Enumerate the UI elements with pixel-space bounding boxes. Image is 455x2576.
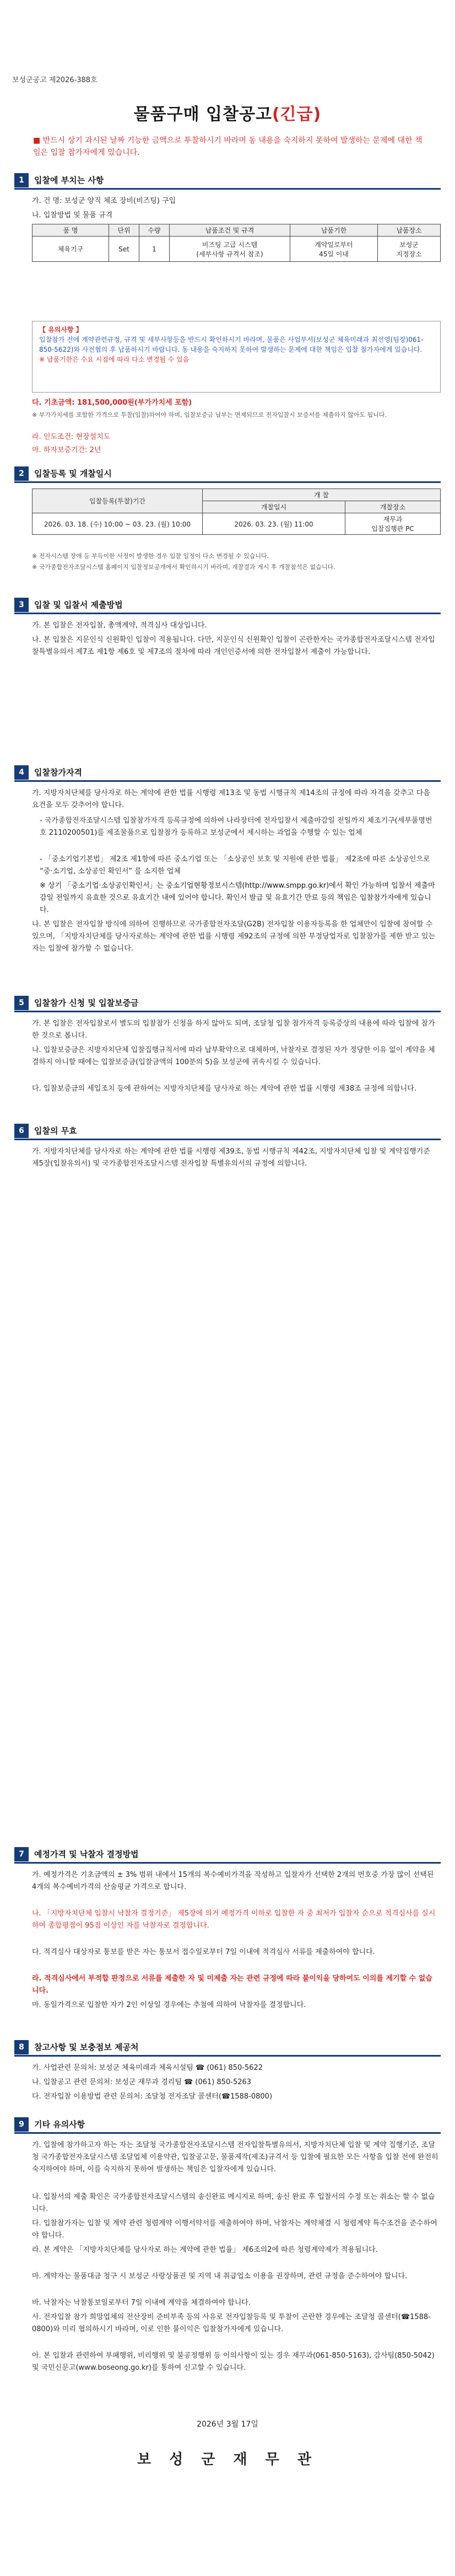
- section-title: 기타 유의사항: [34, 2119, 85, 2129]
- section-8-header: [14, 2040, 441, 2054]
- s1-vat-note: ※ 부가가치세를 포함한 가격으로 투찰(입찰)하여야 하며, 입찰보증금 납부는 면제되므로 전자입찰시 보증서를 제출하지 않아도 됩니다.: [32, 411, 387, 418]
- review-penalty: 라. 적격심사에서 부적합 판정으로 서류를 제출한 자 및 미제출 자는 관련 규정에 따라 불이익을 당하여도 이의를 제기할 수 없습니다.: [32, 1974, 432, 1995]
- opening-place: 재무과 입찰집행관 PC: [345, 513, 441, 535]
- s4-item-na: 나. 본 입찰은 전자입찰 방식에 의하여 진행하므로 국가종합전자조달(G2B) 전자입찰 이용자등록을 한 업체만이 입찰에 참여할 수 있으며, 「지방자치단체를 당사자로하는 계약에 관한 법률 시행령 제92조의 규정에 의한 부정당업자로 입찰참가를 제한 받고 있는 자는 입찰에 참가할 수 없습니다.: [32, 920, 435, 953]
- section-divider: [14, 1139, 441, 1140]
- s1-item-ma: [32, 444, 438, 457]
- section-number: 3: [14, 598, 29, 612]
- table-header: 단위: [109, 224, 139, 237]
- section-divider: [14, 613, 441, 614]
- s7-item-ma: 마. 동일가격으로 입찰한 자가 2인 이상일 경우에는 추첨에 의하여 낙찰자를 결정합니다.: [32, 2001, 306, 2009]
- caution-footnote: ※ 납품기한은 수요 시점에 따라 다소 변경될 수 있음: [39, 356, 189, 363]
- section-divider: [14, 188, 441, 190]
- s9-item-ga: 가. 입찰에 참가하고자 하는 자는 조달청 국가종합전자조달시스템 전자입찰특별유의서, 지방자치단체 입찰 및 계약 집행기준, 조달청 국가종합전자조달시스템 조달업체 이용약관, 입찰공고문, 물품제작(제조)규격서 등 입찰에 필요한 모든 사항을 입찰 전에 완전히 숙지하여야 하며, 이를 숙지하지 못하여 발생하는 책임은 입찰자에게 있습니다.: [32, 2141, 438, 2174]
- schedule-table-wrap: [32, 489, 438, 535]
- section-1-header: [14, 173, 441, 187]
- s9-item-na: 나. 입찰서의 제출 확인은 국가종합전자조달시스템의 송신완료 메시지로 하며, 송신 완료 후 입찰서의 수정 또는 취소는 할 수 없습니다.: [32, 2193, 435, 2213]
- section-title: 입찰의 무효: [34, 1126, 77, 1136]
- section-divider: [14, 1011, 441, 1012]
- s9-item-ba: 바. 낙찰자는 낙찰통보일로부터 7일 이내에 계약을 체결하여야 합니다.: [32, 2299, 251, 2307]
- s4-item-ga-3: ※ 상기 「중소기업·소상공인확인서」는 중소기업현황정보시스템(http://www.smpp.go.kr)에서 확인 가능하며 입찰서 제출마감일 전일까지 유효한 것으로 유효기간 내에 있어야 합니다. 확인서 발급 및 유효기간 만료 등의 책임은 입찰참가자에게 있습니다.: [40, 882, 435, 914]
- section-6-header: [14, 1124, 441, 1138]
- section-number: 7: [14, 1847, 29, 1861]
- s9-item-ra: 라. 본 계약은 「지방자치단체를 당사자로 하는 계약에 관한 법률」 제6조의2에 따른 청렴계약제가 적용됩니다.: [32, 2246, 378, 2254]
- table-header-row: [32, 489, 441, 501]
- s7-item-da: 다. 적격심사 대상자로 통보를 받은 자는 통보서 접수일로부터 7일 이내에 적격심사 서류를 제출하여야 합니다.: [32, 1948, 375, 1956]
- table-cell: 1: [139, 237, 170, 262]
- issuer-signature: 보 성 군 재 무 관: [137, 2451, 318, 2468]
- section-number: 4: [14, 765, 29, 780]
- s4-item-ga: 가. 지방자치단체를 당사자로 하는 계약에 관한 법률 시행령 제13조 및 동법 시행규칙 제14조의 규정에 따라 자격을 갖추고 다음 요건을 모두 갖추어야 합니다.: [32, 789, 430, 809]
- s7-item-na: [32, 1908, 438, 1932]
- s8-item-ga: 가. 사업관련 문의처: 보성군 체육미래과 체육시설팀 ☎ (061) 850-5622: [32, 2064, 263, 2072]
- section-divider: [14, 780, 441, 782]
- table-header-row: [32, 224, 441, 237]
- section-2-header: [14, 466, 441, 481]
- award-criteria: 나. 「지방자치단체 입찰시 낙찰자 결정기준」 제5장에 의거 예정가격 이하로 입찰한 자 중 최저가 입찰자 순으로 적격심사를 실시하여 종합평점이 95점 이상인 자를 낙찰자로 결정합니다.: [32, 1909, 436, 1930]
- table-row: [32, 513, 441, 535]
- s1-item-da: [32, 397, 438, 409]
- table-header: 개 찰: [203, 489, 441, 501]
- title-urgent-tag: (긴급): [272, 105, 322, 124]
- section-7-header: [14, 1847, 441, 1861]
- section-title: 입찰참가 신청 및 입찰보증금: [34, 998, 139, 1008]
- s9-item-da: 다. 입찰참가자는 입찰 및 계약 관련 청렴계약 이행서약서를 제출하여야 하며, 낙찰자는 계약체결 시 청렴계약 특수조건을 준수하여야 합니다.: [32, 2219, 437, 2240]
- table-header: 개찰장소: [345, 501, 441, 513]
- section-title: 예정가격 및 낙찰자 결정방법: [34, 1849, 139, 1859]
- bid-period: 2026. 03. 18. (수) 10:00 ~ 03. 23. (월) 10:00: [32, 513, 203, 535]
- s7-item-ga: 가. 예정가격은 기초금액의 ± 3% 범위 내에서 15개의 복수예비가격을 작성하고 입찰자가 선택한 2개의 번호중 가장 많이 선택된 4개의 복수예비가격의 산술평균 가격으로 합니다.: [32, 1871, 434, 1891]
- spec-table: [32, 224, 441, 262]
- table-header: 입찰등록(투찰)기간: [32, 489, 203, 513]
- caution-box: [32, 321, 441, 393]
- spec-table-wrap: [32, 224, 438, 262]
- delivery-condition: 라. 인도조건: 현장설치도: [32, 433, 111, 441]
- section-number: 9: [14, 2117, 29, 2132]
- s9-item-sa: 사. 전자입찰 참가 희망업체의 전산장비 준비부족 등의 사유로 전자입찰등록 및 투찰이 곤란한 경우에는 조달청 콜센터(☎1588-0800)와 미리 협의하시기 바라며, 이로 인한 불이익은 입찰참가자에게 있습니다.: [32, 2313, 431, 2333]
- s3-item-na: 나. 본 입찰은 지문인식 신원확인 입찰이 적용됩니다. 다만, 지문인식 신원확인 입찰이 곤란한자는 국가종합전자조달시스템 전자입찰특별유의서 제7조 제1항 제6호 및 제7조의 절차에 따라 개인인증서에 의한 전자입찰서 제출이 가능합니다.: [32, 636, 435, 656]
- section-number: 8: [14, 2040, 29, 2054]
- s9-item-ma: 마. 계약자는 물품대금 청구 시 보성군 사랑상품권 및 지역 내 취급업소 이용을 권장하며, 관련 규정을 준수하여야 합니다.: [32, 2272, 408, 2280]
- section-divider: [14, 1862, 441, 1864]
- table-header: 납품기한: [290, 224, 378, 237]
- title-main: 물품구매 입찰공고: [133, 105, 272, 124]
- table-header: 개찰일시: [203, 501, 345, 513]
- s4-item-ga-2: - 「중소기업기본법」 제2조 제1항에 따른 중소기업 또는 「소상공인 보호 및 지원에 관한 법률」 제2조에 따른 소상공인으로 “중·소기업, 소상공인 확인서” 를 소지한 업체: [40, 855, 430, 876]
- table-cell: 보성군 지정장소: [378, 237, 441, 262]
- base-price: 다. 기초금액: 181,500,000원(부가가치세 포함): [32, 399, 192, 407]
- s8-item-na: 나. 입찰공고 관련 문의처: 보성군 재무과 경리팀 ☎ (061) 850-5263: [32, 2078, 252, 2086]
- s7-item-ra: [32, 1973, 438, 1997]
- section-number: 2: [14, 466, 29, 481]
- section-number: 6: [14, 1124, 29, 1138]
- warranty-period: 마. 하자보증기간: 2년: [32, 446, 101, 454]
- s5-item-da: 다. 입찰보증금의 세입조치 등에 관하여는 지방자치단체를 당사자로 하는 계약에 관한 법률 시행령 제38조 규정에 의합니다.: [32, 1085, 417, 1093]
- section-divider: [14, 481, 441, 483]
- s5-item-ga: 가. 본 입찰은 전자입찰로서 별도의 입찰참가 신청을 하지 않아도 되며, 조달청 입찰 참가자격 등록증상의 내용에 따라 입찰에 참가한 것으로 봅니다.: [32, 1019, 435, 1040]
- section-number: 1: [14, 173, 29, 187]
- table-header: 품 명: [32, 224, 109, 237]
- section-title: 입찰 및 입찰서 제출방법: [34, 600, 123, 610]
- s8-item-da: 다. 전자입찰 이용방법 관련 문의처: 조달청 전자조달 콜센터(☎1588-0800): [32, 2092, 273, 2101]
- table-cell: 체육기구: [32, 237, 109, 262]
- s9-item-a: 아. 본 입찰과 관련하여 부패행위, 비리행위 및 불공정행위 등 이의사항이 있는 경우 재무과(061-850-5163), 감사팀(850-5042) 및 국민신문고(www.boseong.go.kr)를 통하여 신고할 수 있습니다.: [32, 2352, 435, 2372]
- opening-datetime: 2026. 03. 23. (월) 11:00: [203, 513, 345, 535]
- s1-item-na: 나. 입찰방법 및 물품 규격: [32, 211, 113, 219]
- warning-notice: ■ 반드시 상기 과시된 날짜 기능한 금액으로 투찰하시기 바라며 동 내용을 숙지하지 못하여 발생하는 문제에 대한 책임은 입찰 참가자에게 있습니다.: [33, 136, 422, 157]
- table-header: 납품조건 및 규격: [170, 224, 290, 237]
- section-4-header: [14, 765, 441, 780]
- section-divider: [14, 2055, 441, 2057]
- table-cell: 비즈팅 고급 시스템 (세부사항 규격서 참조): [170, 237, 290, 262]
- section-3-header: [14, 598, 441, 612]
- announcement-date: 2026년 3월 17일: [197, 2420, 258, 2429]
- section-9-header: [14, 2117, 441, 2132]
- s4-item-ga-1: - 국가종합전자조달시스템 입찰참가자격 등록규정에 의하여 나라장터에 전자입찰서 제출마감일 전일까지 체조기구(세부품명번호 2110200501)를 제조물품으로 입찰참가 등록하고 보성군에서 제시하는 과업을 수행할 수 있는 업체: [40, 817, 432, 837]
- s1-item-ga: 가. 건 명: 보성군 양직 체조 장비(비즈팅) 구입: [32, 197, 176, 205]
- document-number: 보성군공고 제2026-388호: [12, 76, 98, 84]
- table-row: [32, 237, 441, 262]
- section-title: 입찰등록 및 개찰일시: [34, 469, 112, 479]
- s3-item-ga: 가. 본 입찰은 전자입찰, 총액계약, 적격심사 대상입니다.: [32, 621, 207, 630]
- s2-note-1: ※ 전자시스템 장애 등 부득이한 사정이 발생한 경우 입찰 일정이 다소 변경될 수 있습니다.: [32, 552, 269, 560]
- table-header: 수량: [139, 224, 170, 237]
- s2-note-2: ※ 국가종합전자조달시스템 홈페이지 입찰정보공개에서 확인하시기 바라며, 개찰결과 게시 후 개찰참석은 없습니다.: [32, 564, 335, 571]
- s1-item-ra: [32, 431, 438, 443]
- section-title: 참고사항 및 보충점보 제공처: [34, 2042, 139, 2052]
- caution-heading: 【 유의사항 】: [39, 326, 83, 334]
- section-divider: [14, 2132, 441, 2134]
- caution-body: 입찰참가 전에 계약관련규정, 규격 및 세부사항등을 반드시 확인하시기 바라며, 물품은 사업부서(보성군 체육미래과 최선영(팀장)061-850-5622)와 사전협의 후 납품하시기 바랍니다. 동 내용을 숙지하지 못하여 발생하는 문제에 대한 책임은 입찰 참가자에게 있습니다.: [39, 336, 424, 353]
- table-cell: Set: [109, 237, 139, 262]
- table-header: 납품장소: [378, 224, 441, 237]
- table-cell: 계약일로부터 45일 이내: [290, 237, 378, 262]
- s6-item-ga: 가. 지방자치단체를 당사자로 하는 계약에 관한 법률 시행령 제39조, 동법 시행규칙 제42조, 지방자치단체 입찰 및 계약집행기준 제5장(입찰유의서) 및 국가종합전자조달시스템 전자입찰 특별유의서의 규정에 의합니다.: [32, 1147, 430, 1168]
- s5-item-na: 나. 입찰보증금은 지방자치단체 입찰집행규칙서에 따라 납부확약으로 대체하며, 낙찰자로 결정된 자가 정당한 이유 없이 계약을 체결하지 아니할 때에는 입찰보증금(입찰금액의 100분의 5)을 보성군에 귀속시킬 수 있습니다.: [32, 1046, 435, 1066]
- page-title: [0, 100, 455, 125]
- section-number: 5: [14, 996, 29, 1010]
- section-title: 입찰에 부치는 사항: [34, 175, 104, 185]
- section-5-header: [14, 996, 441, 1010]
- section-title: 입찰참가자격: [34, 768, 82, 777]
- schedule-table: [32, 489, 441, 535]
